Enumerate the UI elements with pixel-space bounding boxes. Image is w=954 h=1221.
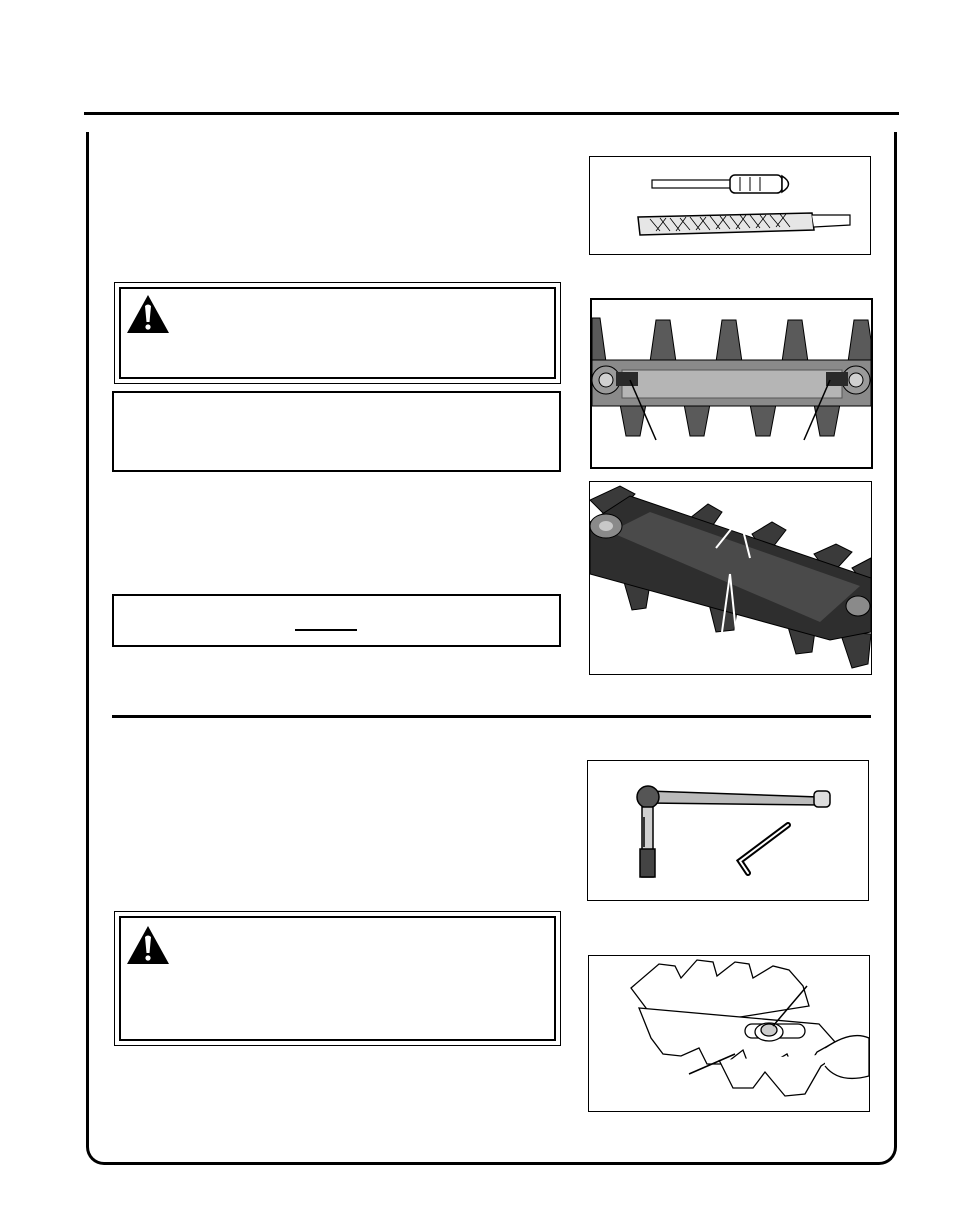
blade-bolt-diagram — [588, 955, 870, 1112]
adjustment-tools-image — [587, 760, 869, 901]
hex-key-icon — [740, 825, 788, 873]
file-icon — [638, 213, 850, 235]
warning-box-inner — [119, 287, 556, 379]
warning-box — [114, 282, 561, 384]
header-rule — [84, 112, 899, 115]
notice-box — [112, 391, 561, 472]
blade-angle-photo — [589, 481, 872, 675]
socket-wrench-icon — [637, 786, 830, 877]
warning-box-2 — [114, 911, 561, 1046]
sharpening-tools-image — [589, 156, 871, 255]
blade-close-up-photo — [590, 298, 873, 469]
section-divider — [112, 715, 871, 718]
screwdriver-icon — [652, 175, 789, 193]
emphasis-underline — [295, 629, 357, 631]
warning-triangle-icon — [125, 293, 171, 335]
warning-box-2-inner — [119, 916, 556, 1041]
warning-triangle-icon — [125, 924, 171, 966]
notice-box-2 — [112, 594, 561, 647]
